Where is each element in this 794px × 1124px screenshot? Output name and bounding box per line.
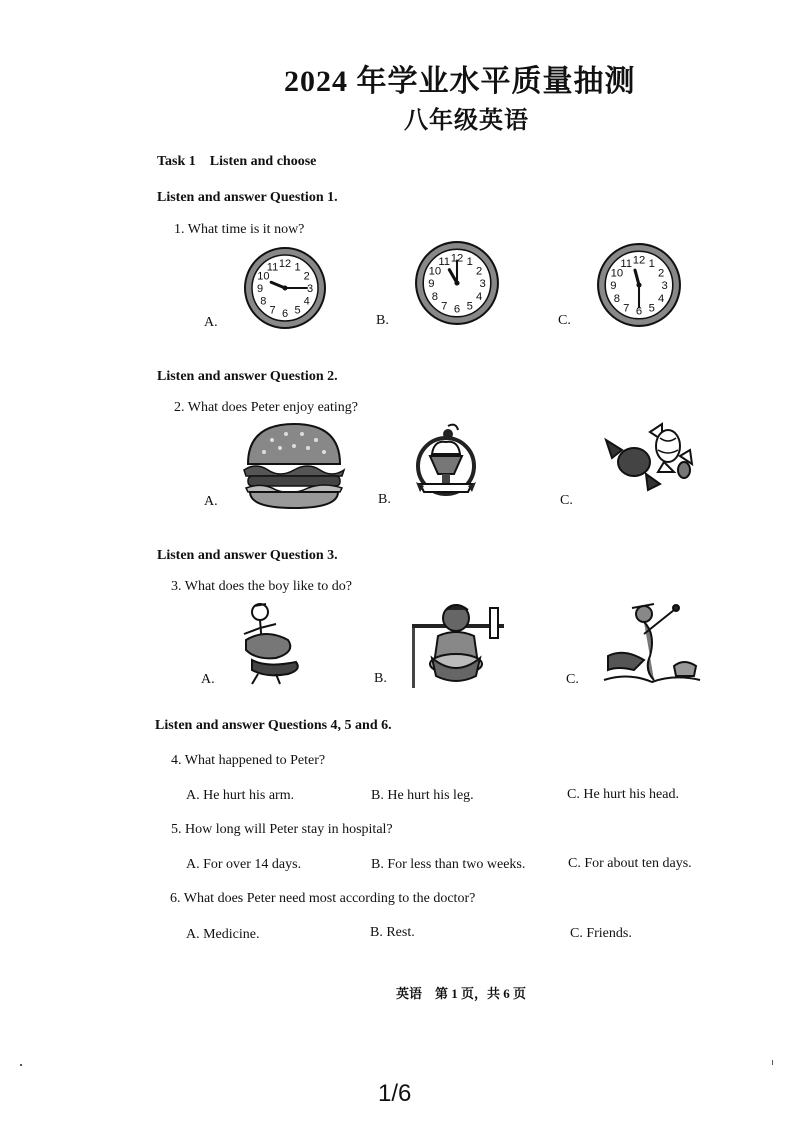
section2-heading: Listen and answer Question 2. xyxy=(157,369,338,384)
clock-number: 6 xyxy=(453,303,461,316)
clock-number: 7 xyxy=(623,302,630,315)
clock-number: 3 xyxy=(661,280,668,293)
candies-image xyxy=(596,420,700,504)
clock-number: 11 xyxy=(266,261,279,274)
clock-number: 5 xyxy=(294,304,301,317)
scan-speck xyxy=(772,1060,773,1065)
scan-speck xyxy=(20,1064,22,1066)
question-2: 2. What does Peter enjoy eating? xyxy=(174,400,359,415)
clock-number: 4 xyxy=(476,290,483,303)
q5-option-a: A. For over 14 days. xyxy=(186,857,302,872)
page-indicator: 1/6 xyxy=(378,1080,412,1107)
clock-number: 7 xyxy=(269,304,276,317)
q3-option-a: A. xyxy=(201,672,215,687)
q4-option-b: B. He hurt his leg. xyxy=(371,788,474,803)
q2-option-c: C. xyxy=(560,493,573,508)
clock-number: 6 xyxy=(281,308,289,320)
question-1: 1. What time is it now? xyxy=(174,222,305,237)
clock-number: 4 xyxy=(658,292,665,305)
q3-option-b: B. xyxy=(374,671,387,686)
q4-option-a: A. He hurt his arm. xyxy=(186,788,295,803)
clock-b-image xyxy=(414,240,500,326)
q4-option-c: C. He hurt his head. xyxy=(567,787,679,802)
q2-option-b: B. xyxy=(378,492,391,507)
clock-number: 10 xyxy=(428,265,442,278)
q2-option-a: A. xyxy=(204,494,218,509)
question-3: 3. What does the boy like to do? xyxy=(171,579,352,594)
clock-number: 3 xyxy=(479,278,486,291)
dancing-boy-image xyxy=(236,600,308,686)
hamburger-image xyxy=(242,420,346,512)
clock-number: 11 xyxy=(620,257,633,270)
question-6: 6. What does Peter need most according to the doctor? xyxy=(170,891,476,906)
clock-number: 5 xyxy=(466,300,473,313)
clock-number: 1 xyxy=(294,261,301,274)
clock-number: 9 xyxy=(610,280,617,293)
ice-cream-sundae-image xyxy=(414,420,478,504)
clock-number: 5 xyxy=(648,302,655,315)
clock-number: 6 xyxy=(635,305,643,318)
clock-number: 10 xyxy=(610,267,624,280)
clock-number: 3 xyxy=(306,283,314,295)
q5-option-b: B. For less than two weeks. xyxy=(371,857,526,872)
clock-number: 9 xyxy=(428,278,435,291)
clock-number: 12 xyxy=(450,252,464,265)
clock-number: 2 xyxy=(658,267,665,280)
q6-option-c: C. Friends. xyxy=(570,926,632,941)
fishing-boy-image xyxy=(604,600,700,690)
question-5: 5. How long will Peter stay in hospital? xyxy=(171,822,393,837)
q1-option-c: C. xyxy=(558,313,571,328)
q3-option-c: C. xyxy=(566,672,579,687)
clock-c-image xyxy=(596,242,682,328)
clock-number: 12 xyxy=(278,258,292,270)
clock-number: 4 xyxy=(303,295,310,308)
exam-subtitle: 八年级英语 xyxy=(404,108,529,134)
q1-option-a: A. xyxy=(204,315,218,330)
section4-heading: Listen and answer Questions 4, 5 and 6. xyxy=(155,718,392,733)
page-footer: 英语 第 1 页，共 6 页 xyxy=(396,986,527,1001)
clock-a-image xyxy=(243,246,327,330)
q6-option-a: A. Medicine. xyxy=(186,927,260,942)
clock-number: 12 xyxy=(632,254,646,267)
clock-number: 8 xyxy=(260,295,267,308)
section3-heading: Listen and answer Question 3. xyxy=(157,548,338,563)
clock-number: 1 xyxy=(648,257,655,270)
clock-number: 1 xyxy=(466,255,473,268)
clock-number: 11 xyxy=(438,255,451,268)
clock-number: 7 xyxy=(441,300,448,313)
q5-option-c: C. For about ten days. xyxy=(568,856,692,871)
cooking-boy-image xyxy=(412,600,504,688)
section1-heading: Listen and answer Question 1. xyxy=(157,190,338,205)
exam-title: 2024 年学业水平质量抽测 xyxy=(284,65,636,98)
task-heading: Task 1 Listen and choose xyxy=(157,154,317,169)
clock-number: 8 xyxy=(613,292,620,305)
clock-number: 8 xyxy=(431,290,438,303)
question-4: 4. What happened to Peter? xyxy=(171,753,326,768)
clock-number: 10 xyxy=(257,270,270,283)
clock-number: 2 xyxy=(476,265,483,278)
clock-number: 9 xyxy=(256,283,264,295)
q1-option-b: B. xyxy=(376,313,389,328)
clock-number: 2 xyxy=(303,270,310,283)
q6-option-b: B. Rest. xyxy=(370,925,415,940)
